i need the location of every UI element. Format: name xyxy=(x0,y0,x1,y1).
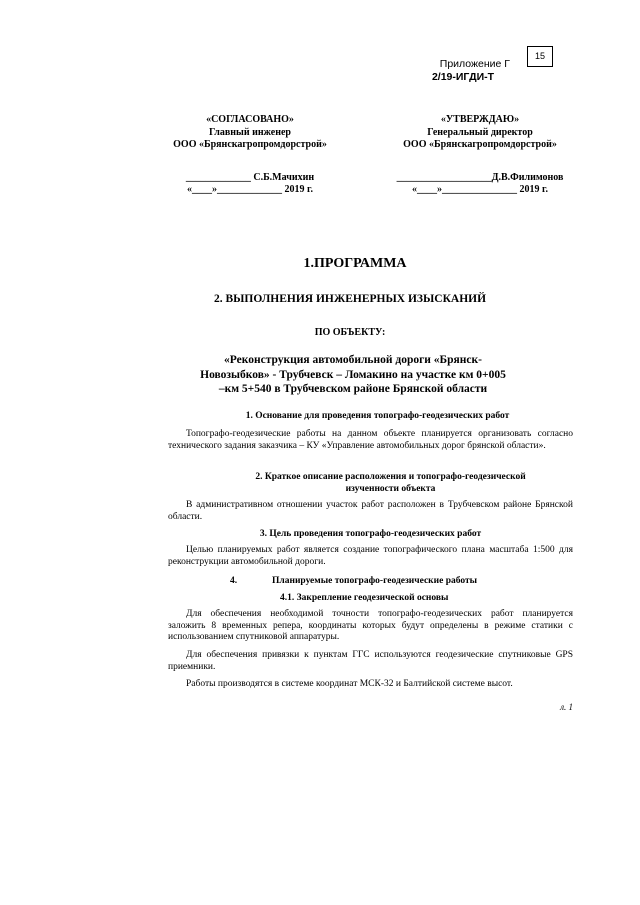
section-4-1-text-1 xyxy=(168,609,573,644)
section-4-1-text-3 xyxy=(168,679,573,691)
section-1-text-content: Топографо-геодезические работы на данном объекте планируется организовать согласно технического задания заказчика – КУ «Управление автомобильных дорог брянской области». xyxy=(168,429,573,451)
section-1-heading: 1. Основание для проведения топографо-геодезических работ xyxy=(245,411,510,421)
agreed-position: Главный инженер xyxy=(209,126,291,138)
object-title-line: –км 5+540 в Трубчевском районе Брянской области xyxy=(218,383,488,395)
approved-position: Генеральный директор xyxy=(427,126,533,138)
document-title: 1.ПРОГРАММА xyxy=(303,256,407,271)
section-2-text-content: В административном отношении участок работ расположен в Трубчевском районе Брянской области. xyxy=(168,500,573,522)
document-code: 2/19-ИГДИ-Т xyxy=(431,71,495,83)
approval-block-agreed xyxy=(130,114,370,197)
approved-title: «УТВЕРЖДАЮ» xyxy=(440,114,520,125)
agreed-signature-line: _____________ С.Б.Мачихин xyxy=(185,171,315,183)
section-4-1-heading: 4.1. Закрепление геодезической основы xyxy=(280,593,449,603)
section-2-heading-line: 2. Краткое описание расположения и топографо-геодезической xyxy=(255,472,526,482)
section-1-text xyxy=(168,429,573,452)
section-3-text-content: Целью планируемых работ является создание топографического плана масштаба 1:500 для реконструкции автомобильной дороги. xyxy=(168,545,573,567)
section-4-1-text-1-content: Для обеспечения необходимой точности топографо-геодезических работ планируется заложить 8 временных репера, координаты которых будут определены в режиме статики с использованием спутниковой аппаратуры. xyxy=(168,609,573,642)
agreed-title: «СОГЛАСОВАНО» xyxy=(206,114,294,125)
section-2-heading xyxy=(168,471,573,495)
object-title-line: Новозыбков» - Трубчевск – Ломакино на участке км 0+005 xyxy=(200,368,506,381)
agreed-date-line: «____»_____________ 2019 г. xyxy=(187,184,313,195)
section-3-text xyxy=(168,545,573,568)
section-2-text xyxy=(168,500,573,523)
section-4-1-text-3-content: Работы производятся в системе координат МСК-32 и Балтийской системе высот. xyxy=(186,679,513,689)
approval-block-approved xyxy=(360,114,600,197)
document-subtitle: 2. ВЫПОЛНЕНИЯ ИНЖЕНЕРНЫХ ИЗЫСКАНИЙ xyxy=(213,293,487,305)
page-number-box: 15 xyxy=(527,46,553,67)
approved-signature-line: ___________________Д.В.Филимонов xyxy=(396,171,564,183)
appendix-label: Приложение Г xyxy=(439,58,510,70)
section-3-heading: 3. Цель проведения топографо-геодезических работ xyxy=(259,529,482,539)
section-4-number: 4. xyxy=(230,576,238,586)
section-4-1-text-2 xyxy=(168,650,573,673)
approved-organization: ООО «Брянскагропромдорстрой» xyxy=(403,139,557,150)
object-heading: ПО ОБЪЕКТУ: xyxy=(314,327,386,338)
section-4-heading: Планируемые топографо-геодезические работы xyxy=(272,576,478,586)
section-4-1-text-2-content: Для обеспечения привязки к пунктам ГГС используются геодезические спутниковые GPS приемники. xyxy=(168,650,573,672)
object-title-line: «Реконструкция автомобильной дороги «Брянск- xyxy=(224,354,482,366)
sheet-number: л. 1 xyxy=(560,702,573,712)
object-title xyxy=(168,353,538,397)
agreed-organization: ООО «Брянскагропромдорстрой» xyxy=(173,139,327,150)
section-2-heading-line: изученности объекта xyxy=(345,484,436,494)
approved-date-line: «____»_______________ 2019 г. xyxy=(412,184,548,195)
